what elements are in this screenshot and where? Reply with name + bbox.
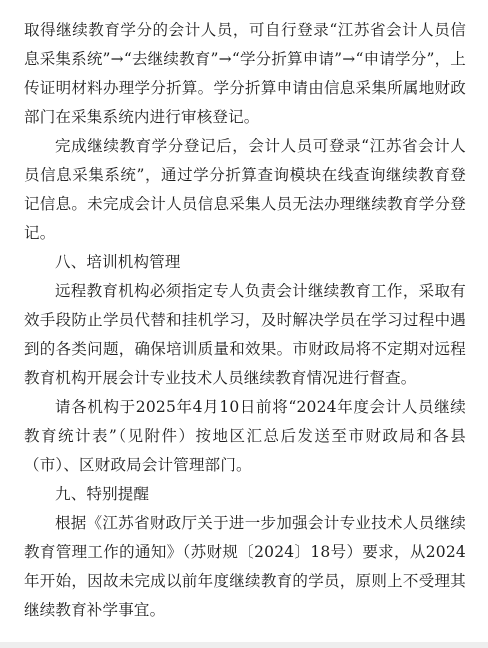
- paragraph-credit-conversion: 取得继续教育学分的会计人员，可自行登录“江苏省会计人员信息采集系统”→“去继续教育”→“学分折算申请”→“申请学分”，上传证明材料办理学分折算。学分折算申请由信息采集所属地财政部门在采集系统内进行审核登记。: [24, 21, 466, 126]
- bottom-divider-bar: [0, 642, 488, 648]
- heading-training-management: 八、培训机构管理: [55, 253, 181, 271]
- paragraph-statistics-submission: 请各机构于2025年4月10日前将“2024年度会计人员继续教育统计表”（见附件）按地区汇总后发送至市财政局和各县（市）、区财政局会计管理部门。: [24, 398, 466, 474]
- paragraph-regulation-notice: 根据《江苏省财政厅关于进一步加强会计专业技术人员继续教育管理工作的通知》（苏财规〔2024〕18号）要求，从2024年开始，因故未完成以前年度继续教育的学员，原则上不受理其继续教育补学事宜。: [24, 514, 466, 619]
- paragraph-credit-query: 完成继续教育学分登记后，会计人员可登录“江苏省会计人员信息采集系统”，通过学分折算查询模块在线查询继续教育登记信息。未完成会计人员信息采集人员无法办理继续教育学分登记。: [24, 137, 466, 242]
- heading-special-reminder: 九、特别提醒: [55, 485, 150, 503]
- paragraph-remote-education: 远程教育机构必须指定专人负责会计继续教育工作，采取有效手段防止学员代替和挂机学习，及时解决学员在学习过程中遇到的各类问题，确保培训质量和效果。市财政局将不定期对远程教育机构开展会计专业技术人员继续教育情况进行督查。: [24, 282, 466, 387]
